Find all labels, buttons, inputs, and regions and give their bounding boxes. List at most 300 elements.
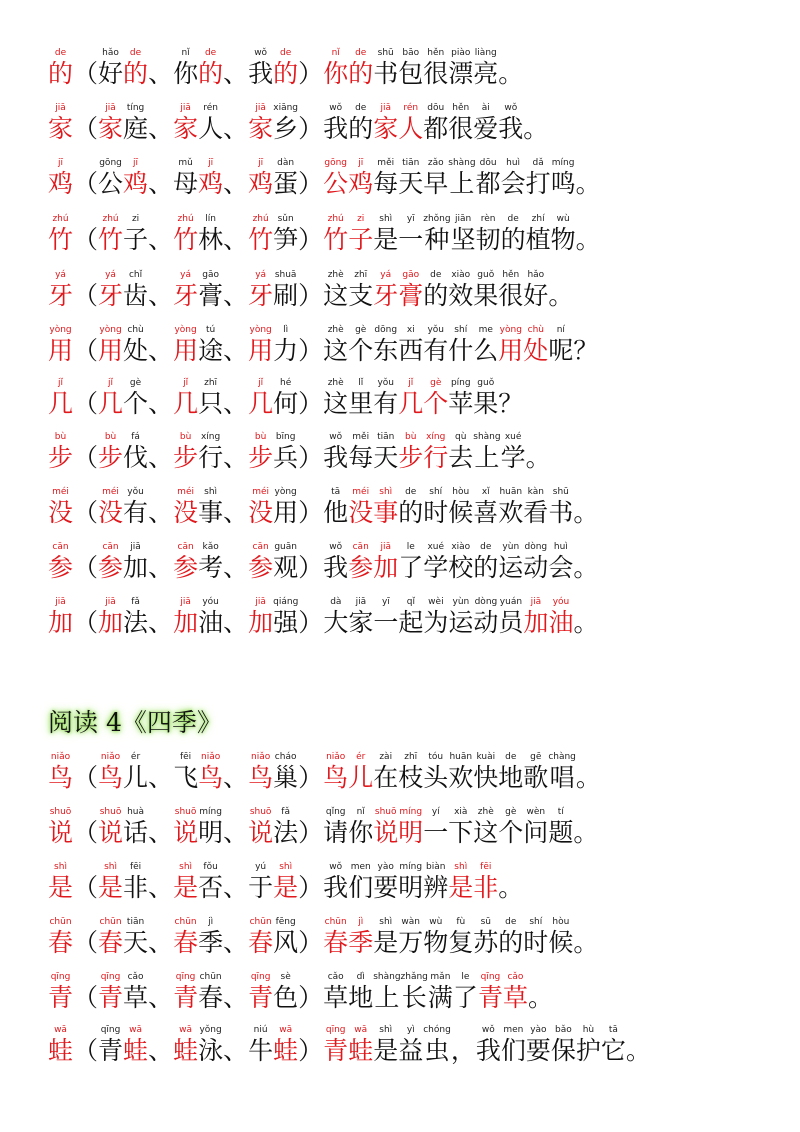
pinyin: shuō [49, 807, 72, 817]
punctuation [223, 597, 248, 638]
hanzi: 没 [348, 498, 374, 527]
hanzi: 鸟 [323, 763, 349, 792]
highlighted-character [48, 48, 73, 89]
hanzi: 护 [575, 1036, 601, 1065]
hanzi: 西 [398, 336, 424, 365]
pinyin: zhí [531, 214, 545, 224]
hanzi: 春 [48, 928, 74, 957]
character [423, 270, 448, 311]
punctuation [73, 1025, 98, 1066]
highlighted-character [48, 917, 73, 958]
hanzi: 用 [273, 498, 299, 527]
hanzi: 牙 [173, 281, 199, 310]
highlighted-character [98, 542, 123, 583]
character [373, 752, 398, 793]
pinyin: tóu [428, 752, 444, 762]
hanzi: 问 [523, 818, 549, 847]
hanzi: 蛋 [273, 169, 299, 198]
pinyin: yòng [49, 325, 72, 335]
highlighted-character [173, 972, 198, 1013]
hanzi: 参 [348, 553, 374, 582]
pinyin: jiā [130, 542, 141, 552]
pinyin: cān [52, 542, 69, 552]
punctuation [526, 432, 551, 473]
character [248, 48, 273, 89]
hanzi: ） [298, 873, 324, 902]
entry-wa [48, 1025, 651, 1066]
entry-qing [48, 972, 553, 1013]
pinyin: xǐ [481, 487, 490, 497]
highlighted-character [273, 862, 298, 903]
hanzi: 人 [398, 114, 424, 143]
hanzi: ） [298, 608, 324, 637]
character [323, 432, 348, 473]
hanzi: 法 [273, 818, 299, 847]
highlighted-character [173, 542, 198, 583]
hanzi: 都 [475, 169, 501, 198]
hanzi: 非 [123, 873, 149, 902]
character [373, 158, 398, 199]
hanzi: 、 [148, 983, 174, 1012]
pinyin: fēi [179, 752, 192, 762]
pinyin: qīng [175, 972, 196, 982]
highlighted-character [398, 378, 423, 419]
hanzi: 家 [98, 114, 124, 143]
pinyin: niǎo [100, 752, 121, 762]
hanzi: 。 [575, 763, 601, 792]
character [323, 325, 348, 366]
highlighted-character [123, 48, 148, 89]
pinyin: biàn [426, 862, 446, 872]
pinyin: qīng [250, 972, 271, 982]
character [348, 325, 373, 366]
highlighted-character [373, 487, 398, 528]
hanzi: 的 [123, 59, 149, 88]
character [473, 752, 498, 793]
pinyin: wǒ [329, 862, 343, 872]
pinyin: shì [379, 214, 393, 224]
pinyin: dōng [374, 325, 398, 335]
entry-jia-add [48, 597, 598, 638]
character [551, 158, 576, 199]
character [523, 487, 548, 528]
punctuation [298, 1025, 323, 1066]
hanzi: 早 [423, 169, 449, 198]
hanzi: 蛙 [173, 1036, 199, 1065]
pinyin: zhú [102, 214, 119, 224]
pinyin: wā [279, 1025, 293, 1035]
hanzi: 力 [273, 336, 299, 365]
hanzi: 法 [123, 608, 149, 637]
hanzi: 欢 [448, 763, 474, 792]
punctuation [223, 378, 248, 419]
hanzi: 动 [473, 608, 499, 637]
pinyin: xi [406, 325, 415, 335]
pinyin: zhǒng [423, 214, 451, 224]
character [398, 862, 423, 903]
pinyin: dòng [474, 597, 498, 607]
character [323, 103, 348, 144]
pinyin: shū [377, 48, 394, 58]
pinyin: yòng [174, 325, 197, 335]
highlighted-character [48, 158, 73, 199]
pinyin: tiān [126, 917, 145, 927]
pinyin: yuán [499, 597, 523, 607]
character [398, 158, 423, 199]
hanzi: 草 [123, 983, 149, 1012]
highlighted-character [348, 917, 373, 958]
hanzi: 非 [473, 873, 499, 902]
pinyin: men [350, 862, 371, 872]
highlighted-character [448, 862, 473, 903]
hanzi: 下 [448, 818, 474, 847]
hanzi: 事 [198, 498, 224, 527]
pinyin: niǎo [200, 752, 221, 762]
punctuation [148, 214, 173, 255]
character [548, 325, 573, 366]
highlighted-character [398, 270, 423, 311]
punctuation [73, 270, 98, 311]
hanzi: 家 [348, 608, 374, 637]
highlighted-character [173, 214, 198, 255]
character [348, 972, 373, 1013]
hanzi: 呢 [548, 336, 574, 365]
hanzi: 是 [373, 225, 399, 254]
character [398, 487, 423, 528]
hanzi: ） [298, 1036, 324, 1065]
pinyin: méi [352, 487, 370, 497]
hanzi: 齿 [123, 281, 149, 310]
pinyin: xiào [451, 542, 471, 552]
pinyin: qīng [325, 1025, 346, 1035]
pinyin: shuō [99, 807, 122, 817]
hanzi: 快 [473, 763, 499, 792]
pinyin: chūn [174, 917, 197, 927]
punctuation [73, 158, 98, 199]
character [373, 597, 398, 638]
hanzi: 都 [423, 114, 449, 143]
highlighted-character [248, 103, 273, 144]
hanzi: 书 [373, 59, 399, 88]
pinyin: yòng [274, 487, 297, 497]
hanzi: 、 [223, 873, 249, 902]
character [448, 752, 473, 793]
character [398, 752, 423, 793]
pinyin: jiā [530, 597, 542, 607]
pinyin: bù [104, 432, 117, 442]
character [526, 214, 551, 255]
pinyin: fǎ [131, 597, 140, 607]
pinyin: zhè [477, 807, 494, 817]
character [373, 325, 398, 366]
hanzi: 这 [323, 336, 349, 365]
highlighted-character [98, 325, 123, 366]
hanzi: 很 [448, 114, 474, 143]
character [123, 432, 148, 473]
hanzi: 说 [48, 818, 74, 847]
pinyin: shì [54, 862, 67, 872]
highlighted-character [173, 378, 198, 419]
hanzi: 大 [323, 608, 349, 637]
pinyin: le [406, 542, 415, 552]
pinyin: shì [454, 862, 468, 872]
hanzi: 牛 [248, 1036, 274, 1065]
hanzi: 用 [98, 336, 124, 365]
pinyin: zhè [327, 378, 344, 388]
highlighted-character [48, 270, 73, 311]
pinyin: jǐ [58, 378, 64, 388]
pinyin: jiā [180, 103, 191, 113]
pinyin: dì [356, 972, 365, 982]
pinyin: yú [255, 862, 267, 872]
entry-yong [48, 325, 598, 366]
hanzi: 了 [398, 553, 424, 582]
highlighted-character [123, 1025, 148, 1066]
hanzi: 春 [323, 928, 349, 957]
punctuation [573, 597, 598, 638]
pinyin: zi [357, 214, 365, 224]
hanzi: 草 [502, 983, 528, 1012]
highlighted-character [48, 542, 73, 583]
pinyin: jì [208, 917, 214, 927]
hanzi: 我 [323, 443, 349, 472]
hanzi: 时 [423, 498, 449, 527]
character [198, 597, 223, 638]
hanzi: 途 [198, 336, 224, 365]
pinyin: fēi [480, 862, 492, 872]
pinyin: yòng [499, 325, 522, 335]
hanzi: 学 [500, 443, 526, 472]
hanzi: 刷 [273, 281, 299, 310]
hanzi: 果 [473, 389, 499, 418]
punctuation [223, 214, 248, 255]
highlighted-character [173, 103, 198, 144]
highlighted-character [48, 325, 73, 366]
punctuation [298, 325, 323, 366]
hanzi: （ [73, 225, 99, 254]
hanzi: 于 [248, 873, 274, 902]
pinyin: yǒu [427, 325, 445, 335]
punctuation [148, 807, 173, 848]
hanzi: 、 [223, 498, 249, 527]
highlighted-character [198, 48, 223, 89]
hanzi: 上 [374, 983, 400, 1012]
highlighted-character [98, 917, 123, 958]
pinyin: shuā [274, 270, 297, 280]
hanzi: 欢 [498, 498, 524, 527]
punctuation [73, 48, 98, 89]
pinyin: míng [399, 862, 423, 872]
pinyin: lì [283, 325, 289, 335]
hanzi: 起 [398, 608, 424, 637]
hanzi: 加 [173, 608, 199, 637]
hanzi: 很 [498, 281, 524, 310]
character [473, 917, 498, 958]
hanzi: 步 [48, 443, 74, 472]
hanzi: 、 [148, 1036, 174, 1065]
hanzi: 牙 [98, 281, 124, 310]
pinyin: gè [505, 807, 517, 817]
punctuation [298, 807, 323, 848]
hanzi: 辨 [423, 873, 449, 902]
hanzi: 、 [148, 59, 174, 88]
character [248, 862, 273, 903]
entry-ya [48, 270, 573, 311]
punctuation [223, 752, 248, 793]
pinyin: yá [55, 270, 66, 280]
hanzi: 季 [198, 928, 224, 957]
hanzi: 、 [223, 818, 249, 847]
highlighted-character [248, 325, 273, 366]
character [348, 597, 373, 638]
hanzi: 用 [248, 336, 274, 365]
hanzi: ） [298, 114, 324, 143]
character [198, 378, 223, 419]
pinyin: huān [449, 752, 473, 762]
hanzi: 、 [148, 336, 174, 365]
highlighted-character [248, 972, 273, 1013]
pinyin: chūn [199, 972, 222, 982]
pinyin: liàng [474, 48, 497, 58]
pinyin: jiā [380, 542, 391, 552]
pinyin: jiā [55, 597, 66, 607]
character [273, 597, 298, 638]
character [273, 270, 298, 311]
hanzi: 你 [173, 59, 199, 88]
punctuation [223, 1025, 248, 1066]
hanzi: 伐 [123, 443, 149, 472]
hanzi: 要 [525, 1036, 551, 1065]
hanzi: 漂 [448, 59, 474, 88]
hanzi: 支 [348, 281, 374, 310]
hanzi: （ [73, 608, 99, 637]
pinyin: zhè [327, 270, 344, 280]
highlighted-character [98, 487, 123, 528]
pinyin: bīng [275, 432, 296, 442]
hanzi: 、 [223, 389, 249, 418]
hanzi: 个 [123, 389, 149, 418]
hanzi: 满 [427, 983, 453, 1012]
highlighted-character [98, 807, 123, 848]
hanzi: 油 [548, 608, 574, 637]
character [198, 270, 223, 311]
hanzi: 候 [448, 498, 474, 527]
character [348, 807, 373, 848]
pinyin: gōng [99, 158, 122, 168]
punctuation [73, 487, 98, 528]
entry-ji-chicken [48, 158, 601, 199]
pinyin: wā [129, 1025, 142, 1035]
hanzi: 题 [548, 818, 574, 847]
character [198, 917, 223, 958]
hanzi: 、 [148, 928, 174, 957]
hanzi: 竹 [48, 225, 74, 254]
pinyin: wǒ [254, 48, 268, 58]
punctuation [148, 158, 173, 199]
hanzi: 参 [248, 553, 274, 582]
hanzi: （ [73, 928, 99, 957]
character [423, 1025, 451, 1066]
hanzi: 风 [273, 928, 299, 957]
hanzi: 爱 [473, 114, 499, 143]
pinyin: niú [253, 1025, 268, 1035]
pinyin: de [505, 917, 517, 927]
hanzi: 我 [248, 59, 274, 88]
punctuation [298, 487, 323, 528]
pinyin: bāo [402, 48, 420, 58]
pinyin: hǎo [102, 48, 119, 58]
character [98, 1025, 123, 1066]
hanzi: 加 [48, 608, 74, 637]
character [548, 542, 573, 583]
character [448, 270, 473, 311]
hanzi: 说 [373, 818, 399, 847]
pinyin: fǒu [203, 862, 218, 872]
pinyin: fù [456, 917, 466, 927]
hanzi: 是 [173, 873, 199, 902]
punctuation [498, 862, 523, 903]
character [428, 972, 453, 1013]
pinyin: shàng [473, 432, 501, 442]
highlighted-character [323, 214, 348, 255]
hanzi: 加 [248, 608, 274, 637]
character [348, 103, 373, 144]
punctuation [223, 103, 248, 144]
hanzi: 草 [323, 983, 349, 1012]
pinyin: xué [427, 542, 445, 552]
pinyin: wèn [526, 807, 546, 817]
hanzi: 没 [48, 498, 74, 527]
hanzi: 春 [173, 928, 199, 957]
pinyin: le [461, 972, 470, 982]
hanzi: 一 [398, 225, 424, 254]
punctuation [298, 214, 323, 255]
character [498, 917, 523, 958]
pinyin: xiāng [273, 103, 299, 113]
hanzi: ） [298, 59, 324, 88]
character [548, 752, 576, 793]
pinyin: yì [406, 1025, 415, 1035]
pinyin: xué [504, 432, 522, 442]
character [551, 214, 576, 255]
pinyin: xíng [200, 432, 221, 442]
hanzi: 竹 [248, 225, 274, 254]
character [448, 48, 473, 89]
hanzi: （ [73, 1036, 99, 1065]
pinyin: hù [582, 1025, 595, 1035]
hanzi: 家 [373, 114, 399, 143]
hanzi: 没 [173, 498, 199, 527]
punctuation [573, 807, 598, 848]
pinyin: bǎo [555, 1025, 572, 1035]
hanzi: 鸟 [248, 763, 274, 792]
hanzi: ， [450, 1036, 476, 1065]
hanzi: 、 [148, 608, 174, 637]
pinyin: qīng [50, 972, 71, 982]
character [123, 103, 148, 144]
hanzi: 步 [173, 443, 199, 472]
character [273, 542, 298, 583]
highlighted-character [523, 325, 548, 366]
hanzi: 处 [523, 336, 549, 365]
pinyin: wàn [401, 917, 421, 927]
character [398, 917, 423, 958]
pinyin: yǒng [199, 1025, 222, 1035]
hanzi: （ [73, 763, 99, 792]
pinyin: wā [179, 1025, 193, 1035]
pinyin: yǒu [127, 487, 144, 497]
hanzi: 什 [448, 336, 474, 365]
